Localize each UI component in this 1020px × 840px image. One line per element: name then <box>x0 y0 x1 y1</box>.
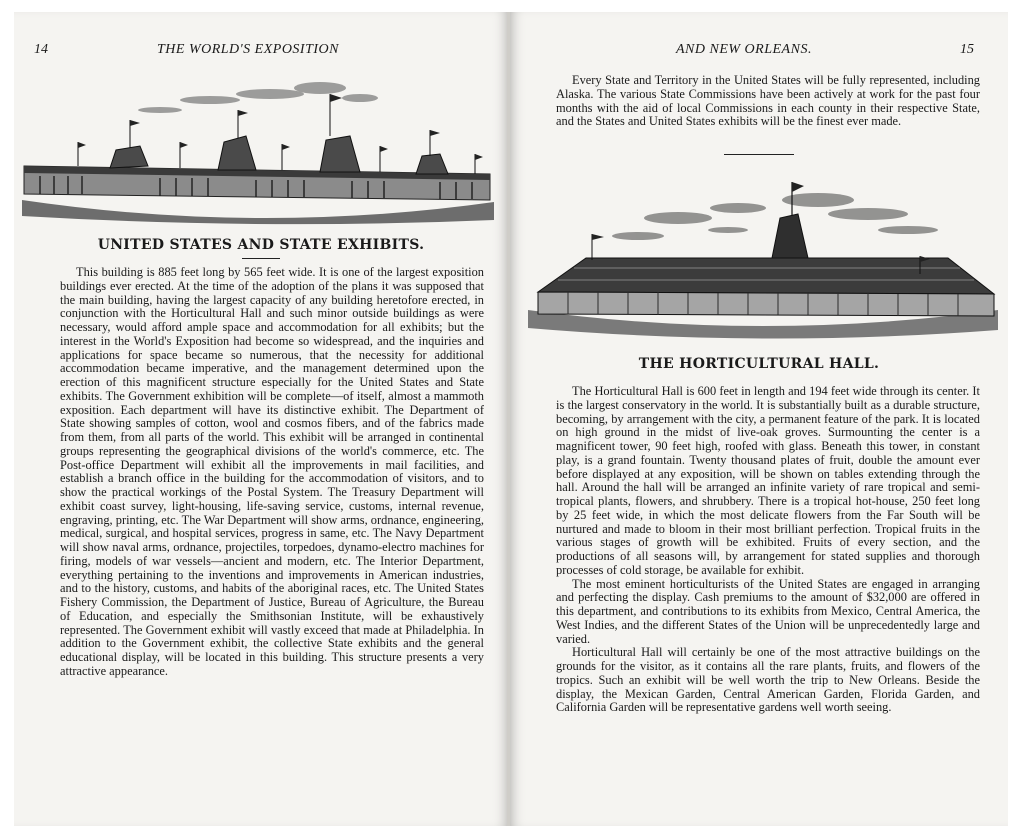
section-heading: UNITED STATES AND STATE EXHIBITS. <box>97 237 425 253</box>
running-head: THE WORLD'S EXPOSITION <box>157 42 339 57</box>
paragraph: This building is 885 feet long by 565 feet wide. It is one of the largest exposition buildings ever erected. At the time of the adoption of the plans it was supposed that the main building, having the largest capacity of any building heretofore erected, in conjunction with the Horticultural Hall and such minor outside buildings as were necessary, would afford ample space and accommodation for all exhibits; but the interest in the World's Exposition had become so widespread, and the inquiries and applications for space became so numerous, that the necessity for additional accommodation became imperative, and the management determined upon the erection of this magnificent structure especially for the United States and State exhibits. The Government exhibition will be complete—of itself, almost a mammoth exposition. Each department will have its distinctive exhibit. The Department of State showing samples of cotton, wool and cosmos fibers, and of the fabrics made from them, from all parts of the world. This exhibit will be arranged in continental groups representing the geographical divisions of the world's commerce, etc. The Post-office Department will exhibit all the improvements in mail facilities, and establish a branch office in the building for the accommodation of visitors, and to show the practical workings of the Postal System. The Treasury Department will exhibit coast survey, light-housing, life-saving service, customs, internal revenue, engraving, printing, etc. The War Department will show arms, ordnance, engineering, medical, surgical, and hospital services, progress in same, etc. The Navy Department will show naval arms, ordnance, projectiles, torpedoes, dynamo-electro machines for firing, models of war vessels—ancient and modern, etc. The Interior Department, everything pertaining to the inventions and improvements in American industries, and to the history, customs, and habits of the aboriginal races, etc. The United States Fishery Commission, the Department of Justice, Bureau of Agriculture, the Bureau of Education, and especially the Smithsonian Institute, will be exhaustively represented. The Government exhibit will vastly exceed that made at Philadelphia. In addition to the Government exhibit, the collective State exhibits and the general educational display, will be located in this building. This structure presents a very attractive appearance. <box>60 265 484 678</box>
paragraph: Horticultural Hall will certainly be one of the most attractive buildings on the grounds for the visitor, as it contains all the rare plants, fruits, and flowers of the tropics. Such an exhibit will be well worth the trip to New Orleans. Beside the display, the Mexican Garden, Central American Garden, Florida Garden, and California Garden will be representative gardens well worth seeing. <box>556 645 980 715</box>
paragraph: The most eminent horticulturists of the United States are engaged in arranging and perfecting the display. Cash premiums to the amount of $32,000 are offered in this department, and contributions to its exhibits from Mexico, Central America, the West Indies, and the different States of the Union will be unprecedentedly large and varied. <box>556 576 980 646</box>
section-heading: THE HORTICULTURAL HALL. <box>638 356 880 372</box>
heading-rule <box>242 258 280 259</box>
running-head: AND NEW ORLEANS. <box>676 42 812 57</box>
page-number: 15 <box>960 42 974 57</box>
right-page <box>510 12 1008 826</box>
left-body-text <box>60 266 484 679</box>
right-body-text <box>556 385 980 715</box>
book-spread <box>14 12 1008 826</box>
intro-text <box>556 74 980 129</box>
left-page <box>14 12 508 826</box>
paragraph: The Horticultural Hall is 600 feet in length and 194 feet wide through its center. It is the largest conservatory in the world. It is substantially built as a durable structure, becoming, by arrangement with the city, a permanent feature of the park. It is located on high ground in the midst of live-oak groves. Surmounting the center is a magnificent tower, 90 feet high, roofed with glass. Beneath this tower, in constant play, is a grand fountain. Twenty thousand plates of fruit, double the amount ever before displayed at any exposition, will be shown on tables extending through the hall. Around the hall will be arranged an infinite variety of rare tropical and semi-tropical plants, flowers, and shrubbery. There is a tropical hot-house, 250 feet long by 25 feet wide, in which the most delicate flowers from the Far South will be nurtured and made to bloom in their most brilliant perfection. Tropical fruits in the various stages of growth will be exhibited. Fruits of every section, and the productions of all seasons will, by arrangement for stated supplies and thorough processes of cold storage, be available for exhibit. <box>556 384 980 577</box>
exhibits-building-illustration <box>20 70 496 230</box>
section-divider <box>724 154 794 155</box>
horticultural-hall-illustration <box>528 170 998 348</box>
page-number: 14 <box>34 42 48 57</box>
paragraph: Every State and Territory in the United States will be fully represented, including Alaska. The various State Commissions have been actively at work for the past four months with the aid of local Commissions in each county in their respective State, and the States and United States exhibits will be the finest ever made. <box>556 73 980 129</box>
